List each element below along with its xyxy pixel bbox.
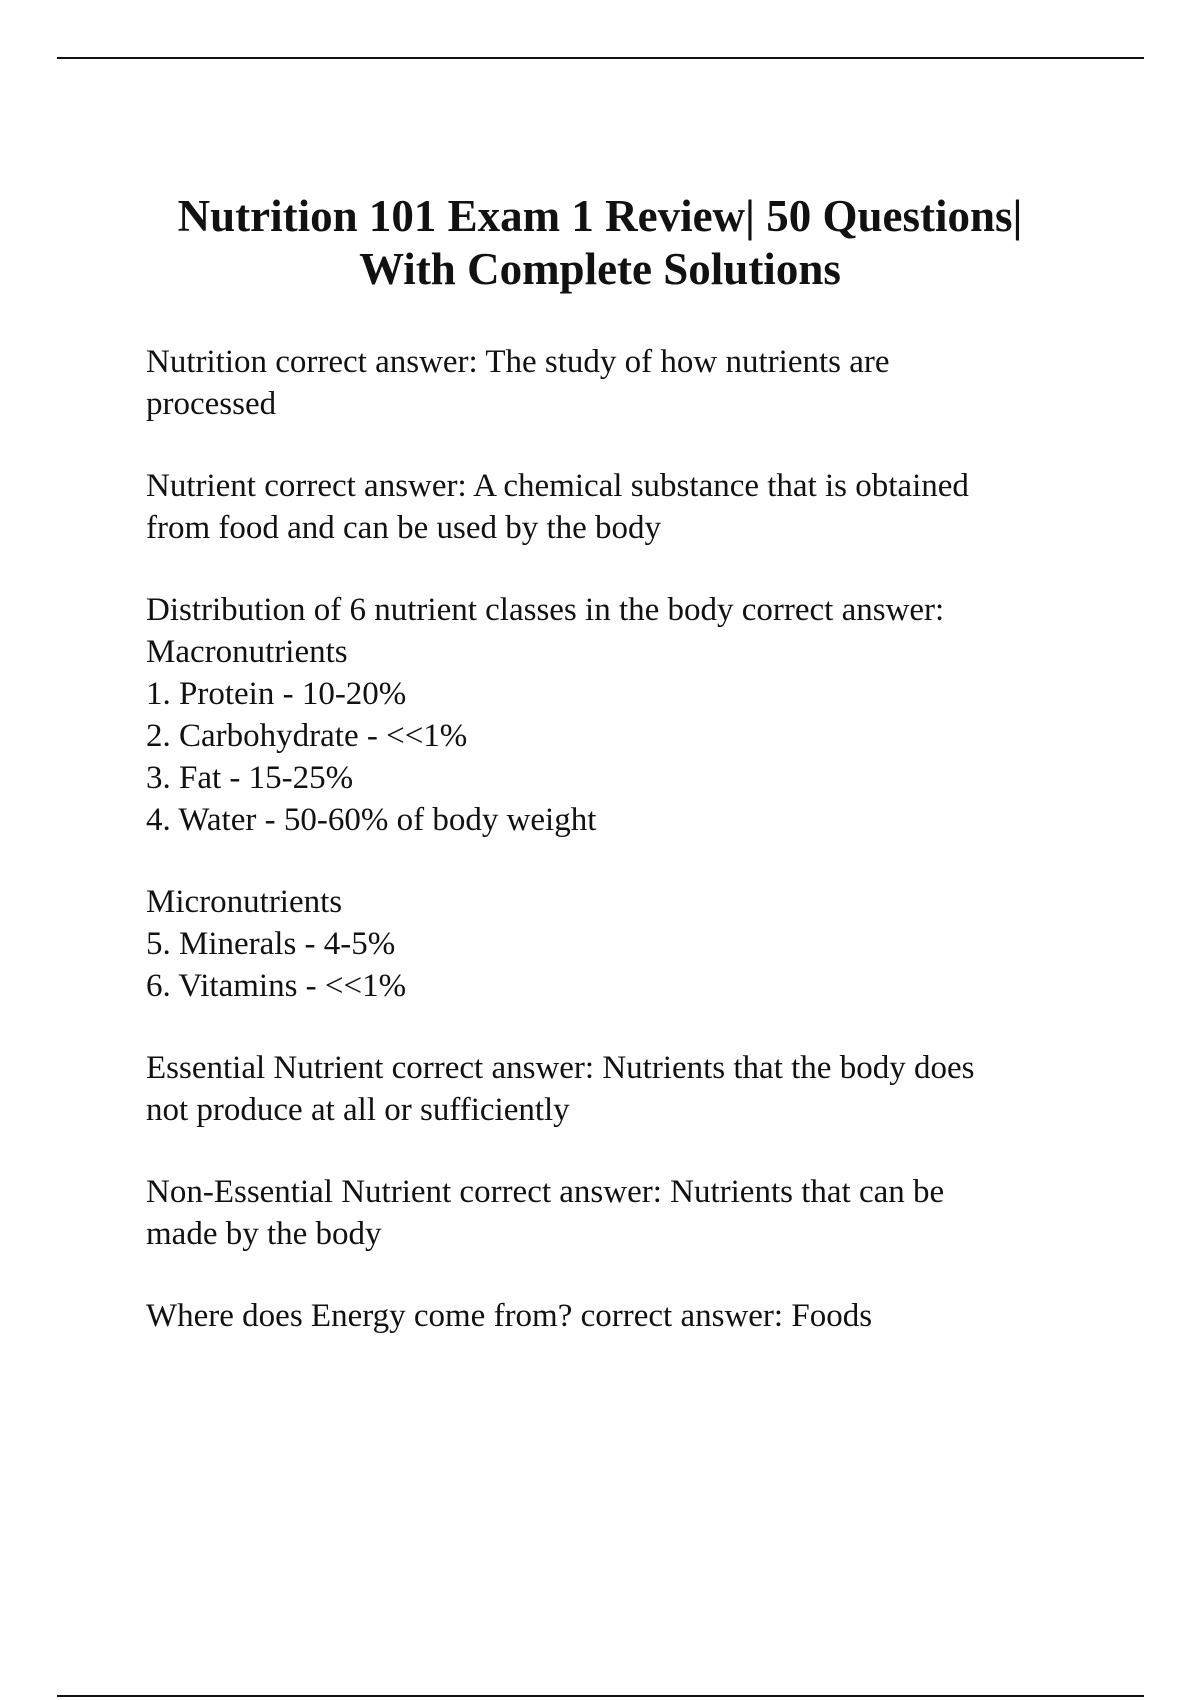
text-line: Nutrient correct answer: A chemical substance that is obtained bbox=[146, 468, 969, 504]
list-item: 5. Minerals - 4-5% bbox=[146, 926, 396, 962]
text-line: processed bbox=[146, 386, 277, 422]
qa-entry-non-essential-nutrient bbox=[146, 1171, 1086, 1255]
text-line: Where does Energy come from? correct answer: Foods bbox=[146, 1298, 873, 1334]
text-line: Nutrition correct answer: The study of how nutrients are bbox=[146, 344, 890, 380]
qa-entry-essential-nutrient bbox=[146, 1047, 1086, 1131]
title-line-1: Nutrition 101 Exam 1 Review| 50 Questions| bbox=[177, 191, 1023, 241]
list-item: 4. Water - 50-60% of body weight bbox=[146, 802, 597, 838]
qa-entry-nutrient bbox=[146, 465, 1086, 549]
list-item: 6. Vitamins - <<1% bbox=[146, 968, 407, 1004]
text-line: Essential Nutrient correct answer: Nutrients that the body does bbox=[146, 1050, 975, 1086]
text-line: Non-Essential Nutrient correct answer: Nutrients that can be bbox=[146, 1174, 945, 1210]
list-item: 3. Fat - 15-25% bbox=[146, 760, 354, 796]
qa-entry-energy-source bbox=[146, 1295, 1086, 1337]
list-heading: Micronutrients bbox=[146, 884, 343, 920]
qa-entry-nutrition bbox=[146, 341, 1086, 425]
document-body bbox=[146, 341, 1086, 1377]
bottom-divider bbox=[57, 1695, 1144, 1697]
title-line-2: With Complete Solutions bbox=[359, 244, 841, 294]
document-title bbox=[100, 190, 1100, 296]
text-line: Distribution of 6 nutrient classes in the body correct answer: bbox=[146, 592, 945, 628]
text-line: not produce at all or sufficiently bbox=[146, 1092, 570, 1128]
top-divider bbox=[57, 57, 1144, 59]
list-item: 2. Carbohydrate - <<1% bbox=[146, 718, 468, 754]
list-heading: Macronutrients bbox=[146, 634, 348, 670]
qa-entry-distribution bbox=[146, 589, 1086, 841]
text-line: made by the body bbox=[146, 1216, 382, 1252]
micronutrients-block bbox=[146, 881, 1086, 1007]
text-line: from food and can be used by the body bbox=[146, 510, 662, 546]
list-item: 1. Protein - 10-20% bbox=[146, 676, 407, 712]
